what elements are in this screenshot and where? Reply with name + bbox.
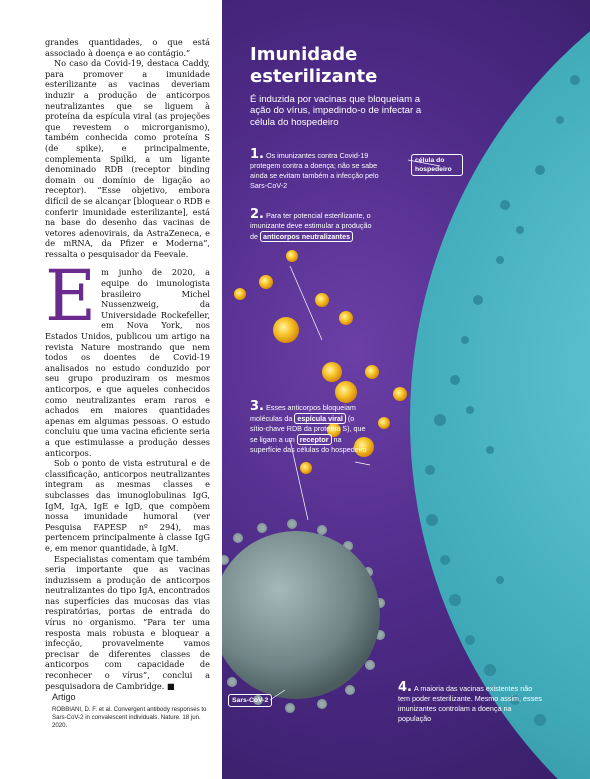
paragraph: Sob o ponto de vista estrutural e de classificação, anticorpos neutralizantes integram as mesmas classes e subclasses das imunoglobulinas IgG, IgM, IgA, IgE e IgD, que compõem nossa imunidade humoral (ver Pesquisa FAPESP nº 294), mas pertencem principalmente à classe IgG e, em menor quantidade, à IgM. (45, 458, 210, 553)
infographic-subtitle: É induzida por vacinas que bloqueiam a ação do vírus, impedindo-o de infectar a célula do hospedeiro (250, 94, 422, 128)
infographic-title: Imunidade esterilizante (250, 44, 378, 87)
illustration-credit (4, 560, 14, 740)
spike-tag: espícula viral (294, 413, 346, 424)
reference-box (52, 692, 212, 731)
step-2: 2. Para ter potencial esterilizante, o imunizante deve estimular a produção de anticorpos neutralizantes (250, 207, 372, 241)
antibody-tag: anticorpos neutralizantes (260, 231, 353, 242)
text-column-area (0, 0, 222, 779)
reference-text: ROBBIANI, D. F. et al. Convergent antibody responses to Sars-CoV-2 in convalescent individuals. Nature. 18 jun. 2020. (52, 706, 207, 730)
paragraph: Especialistas comentam que também seria importante que as vacinas induzissem a produção de anticorpos neutralizantes do tipo IgA, encontrados nas superfícies das mucosas das vias respiratórias, portas de entrada do vírus no organismo. “Para ter uma resposta mais robusta e bloquear a infecção, provavelmente vamos precisar de diferentes classes de anticorpos com capacidade de reconhecer o vírus”, conclui a pesquisadora de Cambridge. ■ (45, 553, 210, 691)
virus-particle (206, 520, 384, 712)
paragraph: No caso da Covid-19, destaca Caddy, para promover a imunidade esterilizante as vacinas deveriam induzir a produção de anticorpos neutralizantes que se liguem à proteína da espícula viral (as projeções que revestem o microrganismo), também conhecida como proteína S (de spike), e principalmente, complementa Spilki, a um ligante denominado RDB (receptor binding domain ou domínio de ligação ao receptor). “Esse objetivo, embora difícil de se alcançar [bloquear o RDB e conferir imunidade esterilizante], está na base do desenho das vacinas de vetores adenovirais, da AstraZeneca, e de mRNA, da Pfizer e Moderna”, ressalta o pesquisador da Feevale. (45, 58, 210, 259)
host-cell-label: célula do hospedeiro (411, 154, 463, 176)
reference-heading: Artigo (52, 692, 76, 702)
virus-label: Sars-CoV-2 (228, 694, 272, 707)
step-3: 3. Esses anticorpos bloqueiam moléculas da espícula viral (o sítio-chave RDB da proteína S), que se ligam a um receptor na superfície das células do hospedeiro (250, 399, 367, 454)
drop-cap: E (45, 255, 97, 338)
receptor-tag: receptor (297, 434, 332, 445)
paragraph: grandes quantidades, o que está associado à doença e ao contágio.” (45, 37, 210, 58)
step-1: 1. Os imunizantes contra Covid-19 protegem contra a doença; não se sabe ainda se evitam também a infecção pelo Sars-CoV-2 (250, 147, 379, 190)
step-4: 4. A maioria das vacinas existentes não tem poder esterilizante. Mesmo assim, esses imunizantes controlam a doença na população (398, 680, 542, 723)
paragraph-dropcap: Em junho de 2020, a equipe do imunologista brasileiro Michel Nussenzweig, da Universidade Rockefeller, em Nova York, nos Estados Unidos, publicou um artigo na revista Nature mostrando que nem todos os doentes de Covid-19 analisados no estudo conduzido por seu grupo produziram os mesmos anticorpos, e que aqueles conhecidos como neutralizantes eram raros e achados em maiores quantidades apenas em algumas pessoas. O estudo concluiu que uma vacina eficiente seria a que estimulasse a produção desses anticorpos. (45, 255, 210, 458)
article-body (45, 37, 210, 691)
